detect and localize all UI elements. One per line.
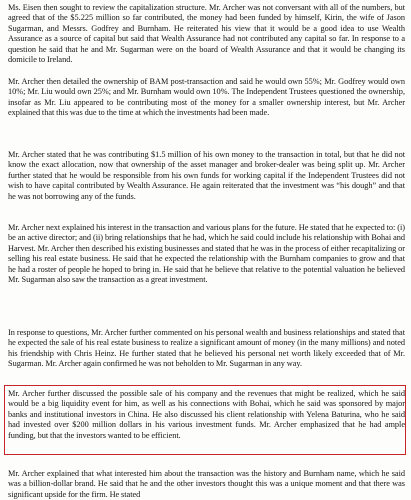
paragraph-ownership: Mr. Archer then detailed the ownership of BAM post-transaction and said he would own 55%; Mr. Godfrey would own 10%; Mr. Liu would own 25%; and Mr. Burnham would own 10%. The Independent Trustees questioned the ownership, insofar as Mr. Liu appeared to be contributing most of the money for a smaller ownership interest, but Mr. Archer explained that this was due to the time at which the investments had been made.	[8, 77, 405, 118]
paragraph-personal-wealth: In response to questions, Mr. Archer further commented on his personal wealth and business relationships and stated that he expected the sale of his real estate business to realize a significant amount of money (in the many millions) and noted his friendship with Chris Heinz. He further stated that he believed his personal net worth likely exceeded that of Mr. Sugarman. Mr. Archer again confirmed he was not beholden to Mr. Sugarman in any way.	[8, 328, 405, 369]
paragraph-burnham-brand: Mr. Archer explained that what interested him about the transaction was the history and Burnham name, which he said was a billion-dollar brand. He said that he and the other investors thought this was a unique moment and that there was significant upside for the firm. He stated	[8, 469, 405, 499]
paragraph-interest-plans: Mr. Archer next explained his interest in the transaction and various plans for the future. He stated that he expected to: (i) be an active director; and (ii) bring relationships that he had, which he said could include his relationship with Bohai and Harvest. Mr. Archer then described his existing businesses and stated that he was in the process of either recapitalizing or selling his real estate business. He said that he expected the relationship with the Burnham companies to grow and that he had a roster of people he hoped to bring in. He said that he believe that relative to the potential valuation he believed Mr. Sugarman also saw the transaction as a great investment.	[8, 223, 405, 285]
paragraph-contribution: Mr. Archer stated that he was contributing $1.5 million of his own money to the transaction in total, but that he did not know the exact allocation, now that ownership of the asset manager and broker-dealer was being split up. Mr. Archer further stated that he would be responsible from his own funds for working capital if the Independent Trustees did not wish to have capital contributed by Wealth Assurance. He again reiterated that the investment was “his dough” and that he was not borrowing any of the funds.	[8, 150, 405, 201]
paragraph-capitalization: Ms. Eisen then sought to review the capitalization structure. Mr. Archer was not conversant with all of the numbers, but agreed that of the $5.225 million so far contributed, the money had been funded by himself, Kirin, the wife of Jason Sugarman, and Messrs. Godfrey and Burnham. He reiterated his view that it would be a good idea to use Wealth Assurance as a source of capital but said that Wealth Assurance had not contributed any capital so far. In response to a question he said that he and Mr. Sugarman were on the board of Wealth Assurance and that it would be changing its domicile to Ireland.	[8, 3, 405, 65]
paragraph-highlighted-sale: Mr. Archer further discussed the possible sale of his company and the revenues that might be realized, which he said would be a big liquidity event for him, as well as his connections with Bohai, which he said was sponsored by major banks and institutional investors in China. He also discussed his client relationship with Yelena Baturina, who he said had invested over $200 million dollars in his various investment funds. Mr. Archer emphasized that he had ample funding, but that the investors wanted to be efficient.	[8, 389, 405, 440]
